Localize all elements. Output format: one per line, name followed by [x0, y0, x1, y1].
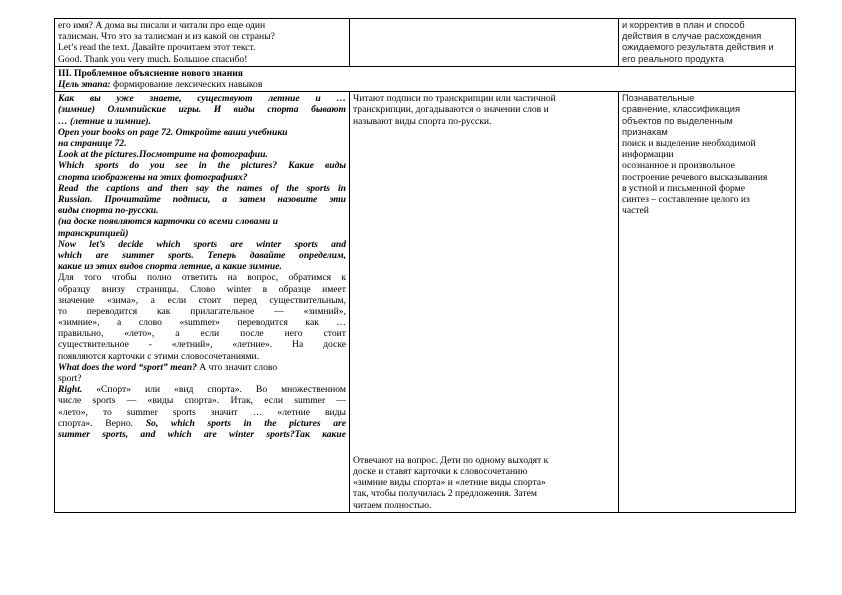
text-line: называют виды спорта по-русски.: [353, 115, 492, 127]
text-line: Now let’s decide which sports are winter sports and: [58, 238, 346, 250]
text-line: появляются карточки с этими словосочетаниями.: [58, 350, 260, 362]
text-line: Познавательные: [622, 93, 695, 104]
text-line: Для того чтобы полно ответить на вопрос, обратимся к: [58, 272, 346, 284]
text-line: его реального продукта: [622, 53, 724, 64]
text-line: то переводится как прилагательное — «зимний»,: [58, 305, 346, 317]
text-line: транскрипции, догадываются о значении слов и: [353, 104, 549, 116]
text-line: какие из этих видов спорта летние, а какие зимние.: [58, 261, 282, 273]
text-line: «зимние виды спорта» и «летние виды спорта»: [353, 477, 546, 489]
text-fragment: спорта». Верно.: [58, 417, 146, 429]
text-line: [58, 384, 346, 395]
text-line: Отвечают на вопрос. Дети по одному выходят к: [353, 454, 549, 466]
question-text: What does the word “sport” mean?: [58, 361, 197, 373]
text-line: Good. Thank you very much. Большое спасибо!: [58, 53, 248, 65]
goal-label: Цель этапа:: [58, 79, 111, 91]
text-line: Как вы уже знаете, существуют летние и …: [58, 93, 346, 105]
student-activity-cell: [350, 92, 619, 513]
text-line: действия в случае расхождения: [622, 31, 762, 42]
top-col1-cell: [55, 19, 350, 67]
text-line: Look at the pictures.Посмотрите на фотографии.: [58, 149, 268, 161]
text-line: числе sports — «виды спорта». Итак, если summer —: [58, 395, 346, 407]
top-col3-cell: [619, 19, 796, 67]
text-line: осознанное и произвольное: [622, 160, 735, 172]
section-header-cell: [55, 66, 796, 91]
text-line: [58, 418, 346, 429]
section-goal: [58, 79, 792, 90]
text-line: summer sports, and which are winter sports?Так какие: [58, 429, 346, 441]
text-line: информации: [622, 149, 674, 161]
text-line: объектов по выделенным: [622, 115, 733, 126]
right-word: Right.: [58, 384, 83, 396]
text-line: его имя? А дома вы писали и читали про еще один: [58, 20, 266, 31]
text-line: спорта изображены на этих фотографиях?: [58, 171, 248, 183]
lesson-plan-page: [54, 18, 794, 568]
text-line: синтез – составление целого из: [622, 194, 750, 206]
text-line: … (летние и зимние).: [58, 115, 151, 127]
text-line: Читают подписи по транскрипции или частичной: [353, 93, 556, 105]
text-line: поиск и выделение необходимой: [622, 138, 756, 150]
text-line: на странице 72.: [58, 138, 127, 149]
text-line: талисман. Что это за талисман и из какой он страны?: [58, 31, 275, 43]
text-line: транскрипцией): [58, 227, 129, 239]
text-line: существительное - «летний», «летние». На доске: [58, 339, 346, 351]
table-row: [55, 66, 796, 91]
text-line: виды спорта по-русски.: [58, 205, 159, 217]
text-line: признакам: [622, 126, 668, 137]
text-line: так, чтобы получилась 2 предложения. Затем: [353, 488, 537, 500]
text-line: (зимние) Олимпийские игры. И виды спорта бывают: [58, 104, 346, 116]
text-line: построение речевого высказывания: [622, 171, 768, 183]
right-text: «Спорт» или «вид спорта». Во множественном: [82, 384, 346, 396]
table-row: [55, 19, 796, 67]
text-line: Open your books on page 72. Откройте ваши учебники: [58, 126, 288, 138]
uud-cell: [619, 92, 796, 513]
spacer: [353, 127, 615, 455]
text-line: читаем полностью.: [353, 499, 432, 511]
text-line: ожидаемого результата действия и: [622, 42, 774, 53]
text-line: sport?: [58, 373, 82, 385]
lesson-plan-table: [54, 18, 796, 513]
text-line: значение «зима», а если стоит перед существительным,: [58, 294, 346, 306]
goal-text: формирование лексических навыков: [110, 79, 263, 91]
text-line: Let’s read the text. Давайте прочитаем этот текст.: [58, 42, 256, 54]
text-line: частей: [622, 205, 649, 217]
text-line: Which sports do you see in the pictures? Какие виды: [58, 160, 346, 172]
text-fragment: So, which sports in the pictures are: [145, 417, 346, 429]
text-line: доске и ставят карточки к словосочетанию: [353, 466, 528, 478]
table-row: [55, 92, 796, 513]
text-line: [58, 362, 346, 373]
text-line: сравнение, классификация: [622, 104, 740, 115]
text-line: «лето», то summer sports значит … «летние виды: [58, 406, 346, 418]
top-col2-cell: [350, 19, 619, 67]
text-line: правильно, «лето», а если после него стоит: [58, 328, 346, 340]
text-line: образцу внизу страницы. Слово winter в образце имеет: [58, 283, 346, 295]
question-tail: А что значит слово: [196, 361, 278, 373]
text-line: «зимние», а слово «summer» переводится как …: [58, 317, 346, 329]
section-title: III. Проблемное объяснение нового знания: [58, 67, 243, 79]
text-line: в устной и письменной форме: [622, 182, 745, 194]
text-line: Read the captions and then say the names of the sports in: [58, 182, 346, 194]
text-line: (на доске появляются карточки со всеми словами и: [58, 216, 279, 228]
text-line: which are summer sports. Теперь давайте определим,: [58, 249, 346, 261]
text-line: Russian. Прочитайте подписи, а затем назовите эти: [58, 193, 346, 205]
text-line: и корректив в план и способ: [622, 20, 745, 30]
teacher-activity-cell: [55, 92, 350, 513]
